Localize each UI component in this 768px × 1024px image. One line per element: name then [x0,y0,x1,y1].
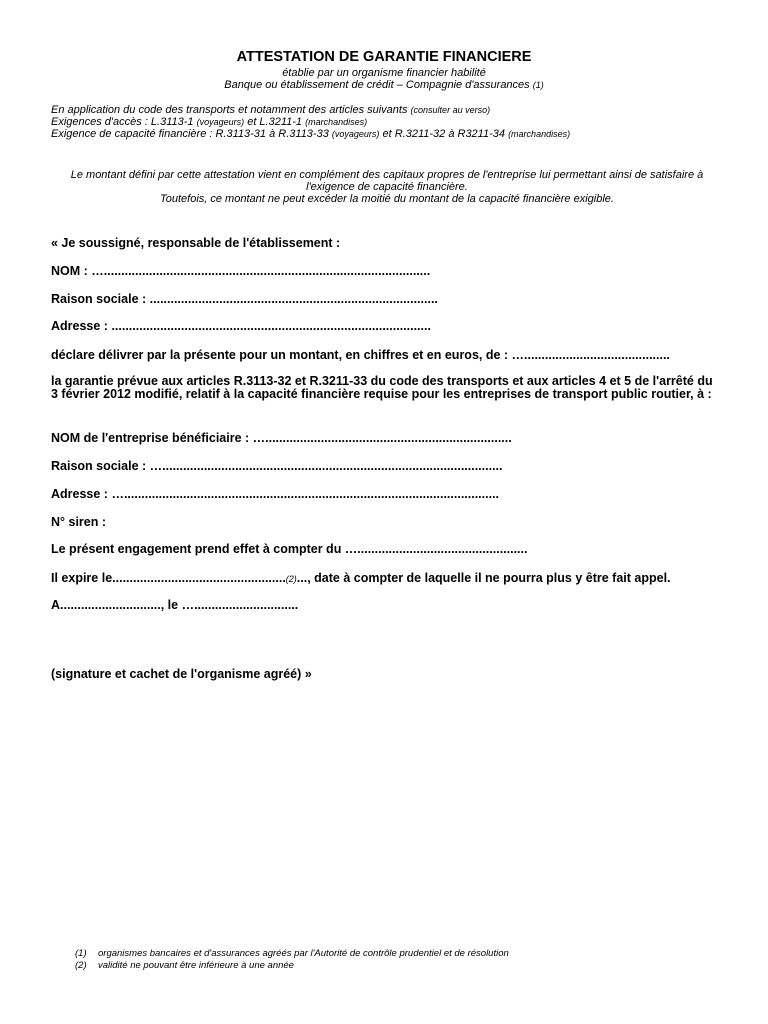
subtitle-institution-text: Banque ou établissement de crédit – Compagnie d'assurances [224,79,530,91]
footnote-2-number: (2) [75,960,87,971]
legal-application-block [51,104,741,140]
amount-note-line-2: l'exigence de capacité financière. [306,181,468,193]
amount-note-line-1: Le montant défini par cette attestation vient en complément des capitaux propres de l'entreprise lui permettant ainsi de satisfaire à [70,169,704,181]
footnote-1-number: (1) [75,948,87,959]
expire-text-b: ..., date à compter de laquelle il ne pourra plus y être fait appel. [296,571,671,585]
footnote-2 [75,960,509,972]
montant-field: déclare délivrer par la présente pour un montant, en chiffres et en euros, de : ….......................................... [51,348,670,362]
amount-note-block [51,169,723,205]
raison-sociale-field: Raison sociale : ................................................................................... [51,292,438,306]
capacity-voyageurs-note: (voyageurs) [331,129,380,139]
document-title: ATTESTATION DE GARANTIE FINANCIERE [236,49,532,65]
footnote-2-text: validité ne pouvant être inférieure à une année [98,960,294,971]
access-requirements-a: Exigences d'accès : L.3113-1 [51,116,194,128]
nom-field: NOM : ….............................................................................................. [51,264,431,278]
application-verso-note: (consulter au verso) [410,105,491,115]
capacity-requirements-b: et R.3211-32 à R3211-34 [382,128,505,140]
access-marchandises-note: (marchandises) [305,117,368,127]
footnote-1-text: organismes bancaires et d'assurances agréés par l'Autorité de contrôle prudentiel et de résolution [98,948,509,959]
raison-sociale-beneficiaire-field: Raison sociale : ….................................................................................................. [51,459,503,473]
access-voyageurs-note: (voyageurs) [196,117,245,127]
footnotes [75,948,509,972]
access-requirements-b: et L.3211-1 [247,116,303,128]
subtitle-footnote-ref: (1) [532,80,544,90]
application-line [51,104,741,116]
garantie-paragraph: la garantie prévue aux articles R.3113-32 et R.3211-33 du code des transports et aux articles 4 et 5 de l'arrêté du 3 février 2012 modifié, relatif à la capacité financière requise pour les entreprises de transport public routier, à : [51,374,713,401]
expire-text-a: Il expire le.................................................. [51,571,286,585]
declaration-intro: « Je soussigné, responsable de l'établissement : [51,236,341,250]
adresse-field: Adresse : ............................................................................................ [51,319,431,333]
document-subtitle-issuer: établie par un organisme financier habilité [282,67,486,79]
adresse-beneficiaire-field: Adresse : …............................................................................................................ [51,487,500,501]
access-requirements-line [51,116,741,128]
footnote-1 [75,948,509,960]
lieu-date-field: A............................., le ….............................. [51,598,299,612]
amount-note-line-3: Toutefois, ce montant ne peut excéder la moitié du montant de la capacité financière exigible. [160,193,614,205]
document-subtitle-institution [0,79,768,91]
expire-footnote-ref: (2) [285,574,297,584]
capacity-marchandises-note: (marchandises) [508,129,571,139]
capacity-requirements-line [51,128,741,140]
date-expiration-field [51,572,671,586]
application-main-text: En application du code des transports et notamment des articles suivants [51,104,408,116]
date-effet-field: Le présent engagement prend effet à compter du …................................................. [51,542,528,556]
signature-line: (signature et cachet de l'organisme agréé) » [51,667,312,681]
siren-field: N° siren : [51,515,107,529]
capacity-requirements-a: Exigence de capacité financière : R.3113-31 à R.3113-33 [51,128,329,140]
nom-beneficiaire-field: NOM de l'entreprise bénéficiaire : …....................................................................... [51,431,512,445]
